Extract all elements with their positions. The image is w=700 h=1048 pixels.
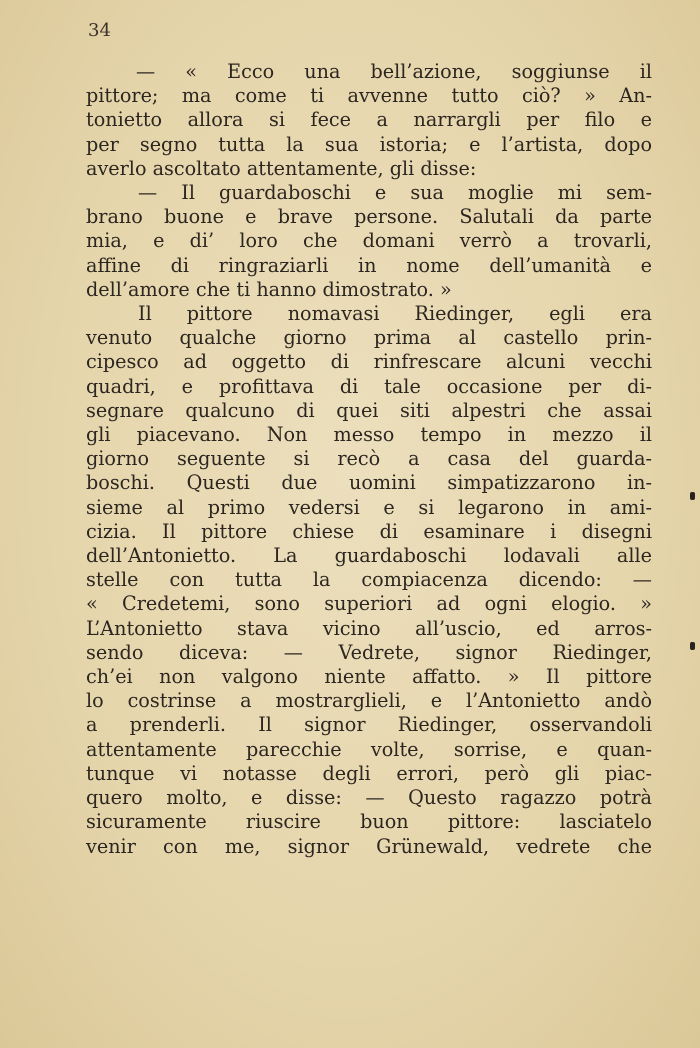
text-line: cipesco ad oggetto di rinfrescare alcuni vecchi — [86, 350, 652, 374]
text-line: « Credetemi, sono superiori ad ogni elogio. » — [86, 592, 652, 616]
text-line: L’Antonietto stava vicino all’uscio, ed arros- — [86, 616, 652, 640]
text-line: stelle con tutta la compiacenza dicendo: — — [86, 568, 652, 592]
text-line: sieme al primo vedersi e si legarono in ami- — [86, 495, 652, 519]
text-line: affine di ringraziarli in nome dell’umanità e — [86, 253, 652, 277]
text-line: — « Ecco una bell’azione, soggiunse il — [136, 60, 652, 83]
text-line: tonietto allora si fece a narrargli per filo e — [86, 108, 652, 132]
text-line: boschi. Questi due uomini simpatizzarono in- — [86, 471, 652, 495]
text-line: — Il guardaboschi e sua moglie mi sem- — [138, 181, 652, 205]
text-line: per segno tutta la sua istoria; e l’artista, dopo — [86, 132, 652, 156]
text-line: tunque vi notasse degli errori, però gli piac- — [86, 761, 652, 785]
page-number: 34 — [88, 20, 111, 41]
text-line: Il pittore nomavasi Riedinger, egli era — [138, 302, 652, 326]
text-line: ch’ei non valgono niente affatto. » Il pittore — [86, 665, 652, 689]
text-line: venir con me, signor Grünewald, vedrete che — [86, 834, 652, 858]
text-line: sicuramente riuscire buon pittore: lasciatelo — [86, 810, 652, 834]
text-line: dell’amore che ti hanno dimostrato. » — [86, 277, 452, 301]
text-line: a prenderli. Il signor Riedinger, osservandoli — [86, 713, 652, 737]
text-line: averlo ascoltato attentamente, gli disse: — [86, 156, 477, 180]
text-line: dell’Antonietto. La guardaboschi lodavali alle — [86, 544, 652, 568]
text-line: pittore; ma come ti avvenne tutto ciò? » An- — [86, 84, 652, 108]
text-line: segnare qualcuno di quei siti alpestri che assai — [86, 398, 652, 422]
text-line: lo costrinse a mostrarglieli, e l’Antonietto andò — [86, 689, 652, 713]
text-line: sendo diceva: — Vedrete, signor Riedinger, — [86, 640, 652, 664]
ink-speck-mark — [690, 642, 695, 650]
text-line: cizia. Il pittore chiese di esaminare i disegni — [86, 519, 652, 543]
text-line: giorno seguente si recò a casa del guarda- — [86, 447, 652, 471]
text-line: mia, e di’ loro che domani verrò a trovarli, — [86, 229, 652, 253]
body-text — [86, 60, 652, 859]
text-line: brano buone e brave persone. Salutali da parte — [86, 205, 652, 229]
text-line: attentamente parecchie volte, sorrise, e quan- — [86, 737, 652, 761]
text-line: gli piacevano. Non messo tempo in mezzo il — [86, 423, 652, 447]
text-line: quero molto, e disse: — Questo ragazzo potrà — [86, 786, 652, 810]
text-line: venuto qualche giorno prima al castello prin- — [86, 326, 652, 350]
ink-speck-mark — [690, 492, 695, 500]
text-line: quadri, e profittava di tale occasione per di- — [86, 374, 652, 398]
